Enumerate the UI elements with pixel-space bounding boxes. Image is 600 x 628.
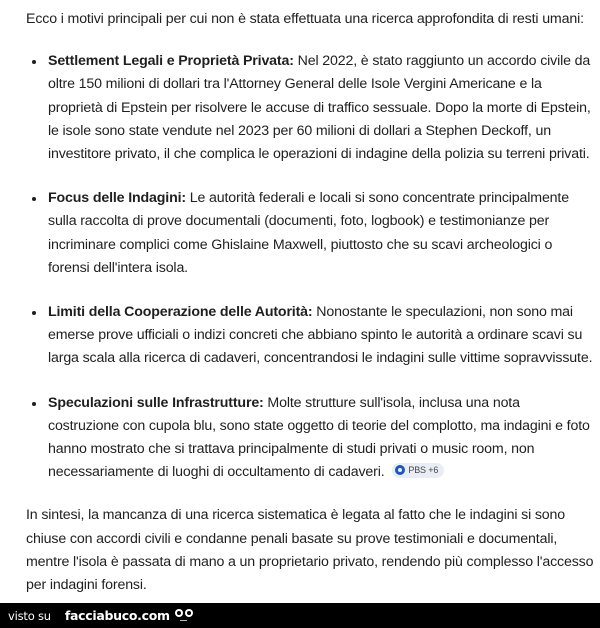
watermark-footer <box>0 603 600 628</box>
left-eye-icon <box>175 609 183 617</box>
response-content <box>26 8 594 597</box>
facciabuco-eyes-logo-icon <box>175 609 193 617</box>
source-citation-label: PBS +6 <box>408 464 439 475</box>
item-title: Speculazioni sulle Infrastrutture: <box>48 394 264 411</box>
list-item <box>26 392 594 485</box>
list-item <box>26 301 594 371</box>
bullet-icon <box>32 60 36 64</box>
list-item <box>26 187 594 280</box>
intro-paragraph: Ecco i motivi principali per cui non è stata effettuata una ricerca approfondita di resti umani: <box>26 11 584 27</box>
item-text: Le autorità federali e locali si sono concentrate principalmente sulla raccolta di prove documentali (documenti, foto, logbook) e testimonianze per incriminare complici come Ghislaine Maxwell, piuttosto che su scavi archeologici o forensi dell'intera isola. <box>48 190 569 276</box>
item-title: Settlement Legali e Proprietà Privata: <box>48 53 294 70</box>
source-citation-chip[interactable] <box>392 463 444 478</box>
pbs-logo-icon <box>395 465 405 475</box>
bullet-icon <box>32 402 36 406</box>
mouth-icon <box>180 620 187 621</box>
reasons-list <box>26 50 594 484</box>
list-item <box>26 50 594 166</box>
footer-site-link[interactable]: facciabuco.com <box>64 608 170 623</box>
summary-paragraph: In sintesi, la mancanza di una ricerca sistematica è legata al fatto che le indagini si sono chiuse con accordi civili e condanne penali basate su prove testimoniali e documentali, mentre l'isola è passata di mano a un proprietario privato, rendendo più complesso l'accesso per indagini forensi. <box>26 507 594 594</box>
footer-prefix: visto su <box>8 608 51 623</box>
item-text: Molte strutture sull'isola, inclusa una nota costruzione con cupola blu, sono state oggetto di teorie del complotto, ma indagini e foto hanno mostrato che si trattava principalmente di studi privati o music room, non necessariamente di luoghi di occultamento di cadaveri. <box>48 394 590 481</box>
bullet-icon <box>32 197 36 201</box>
item-text: Nonostante le speculazioni, non sono mai emerse prove ufficiali o indizi concreti che abbiano spinto le autorità a ordinare scavi su larga scala alla ricerca di cadaveri, concentrandosi le indagini sulle vittime sopravvissute. <box>48 304 593 367</box>
item-title: Focus delle Indagini: <box>48 190 186 207</box>
item-text: Nel 2022, è stato raggiunto un accordo civile da oltre 150 milioni di dollari tra l'Attorney General delle Isole Vergini Americane e la proprietà di Epstein per risolvere le accuse di traffico sessuale. Dopo la morte di Epstein, le isole sono state vendute nel 2023 per 60 milioni di dollari a Stephen Deckoff, un investitore privato, il che complica le operazioni di indagine della polizia su terreni privati. <box>48 53 591 163</box>
right-eye-icon <box>185 609 193 617</box>
bullet-icon <box>32 311 36 315</box>
item-title: Limiti della Cooperazione delle Autorità: <box>48 304 313 321</box>
